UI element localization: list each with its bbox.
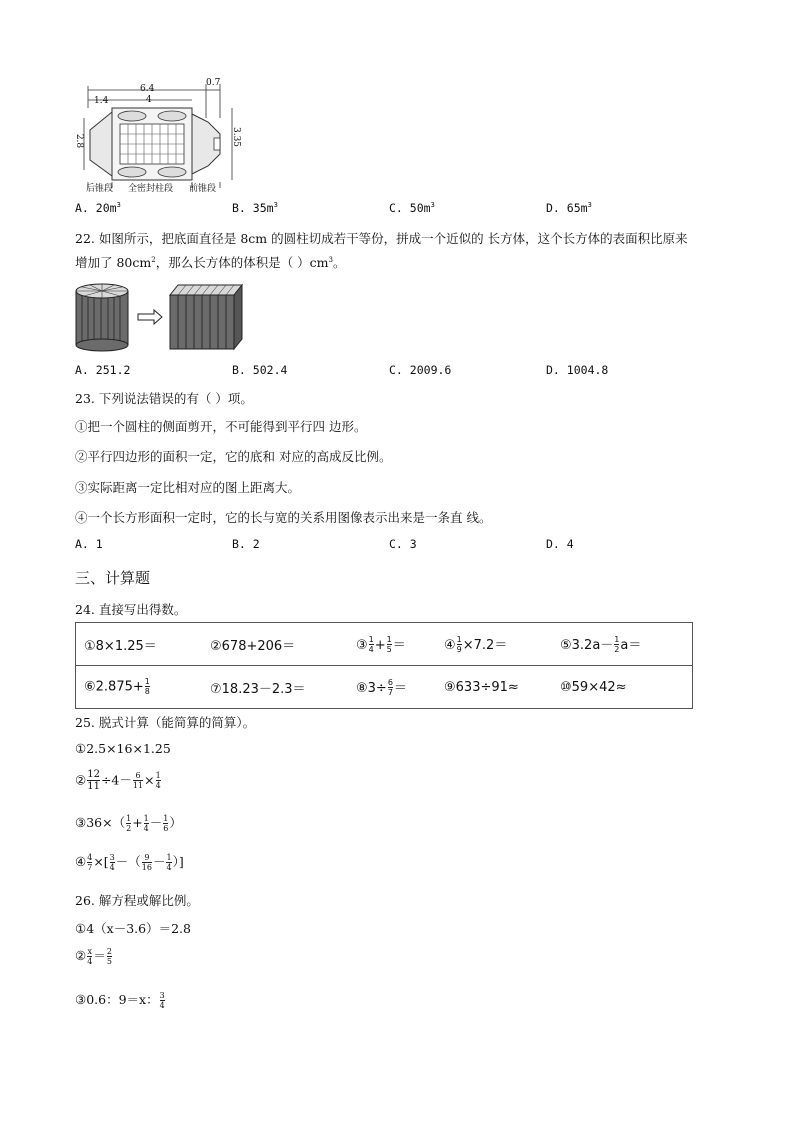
q23-option-c: C. 3 — [389, 537, 417, 551]
q24-cell-7: ⑦18.23－2.3＝ — [202, 666, 348, 709]
dim-left-height: 2.8 — [74, 133, 85, 149]
q23-statement-3: ③实际距离一定比相对应的图上距离大。 — [75, 480, 301, 495]
q23-option-b: B. 2 — [232, 537, 260, 551]
q21-option-b: B. $35m^3$ — [232, 201, 278, 215]
q25-expr-4: ④ $\frac{4}{7}$ ×[ $\frac{3}{4}$ －（ $\frac{9}{16}$ － $\frac{1}{4}$ ）] — [75, 852, 184, 872]
q24-cell-1: ①8×1.25＝ — [76, 623, 203, 666]
q23-option-a: A. 1 — [75, 537, 103, 551]
q25-stem: 25. 脱式计算（能简算的简算）。 — [75, 715, 256, 730]
q24-cell-10: ⑩59×42≈ — [552, 666, 693, 709]
q24-cell-5: ⑤3.2a－ $\frac{1}{2}$ a＝ — [552, 623, 693, 666]
dim-right-height: 3.35 — [231, 126, 242, 148]
q24-cell-2: ②678+206＝ — [202, 623, 348, 666]
q24-cell-3: ③ $\frac{1}{4}$ + $\frac{1}{5}$ ＝ — [348, 623, 436, 666]
dim-top-right: 0.7 — [206, 78, 221, 88]
q22-line2: 增加了 $80cm^2$，那么长方体的体积是（ ）$cm^3$。 — [75, 255, 346, 270]
label-rear-cone: 后锥段 — [86, 184, 114, 194]
section-title-calculation: 三、计算题 — [75, 569, 151, 587]
label-front-cone: 前锥段 — [189, 184, 217, 194]
q26-eq-2: ② $\frac{x}{4}$ ＝ $\frac{2}{5}$ — [75, 946, 112, 966]
q21-option-d: D. $65m^3$ — [546, 201, 592, 215]
q24-table — [75, 622, 693, 709]
q23-statement-2: ②平行四边形的面积一定，它的底和 对应的高成反比例。 — [75, 449, 392, 464]
q26-eq-3: ③0.6：9＝x： $\frac{3}{4}$ — [75, 990, 165, 1010]
q24-cell-4: ④ $\frac{1}{9}$ ×7.2＝ — [436, 623, 552, 666]
q22-option-c: C. 2009.6 — [389, 363, 452, 377]
cylinder-to-cuboid-diagram — [74, 281, 246, 353]
q23-stem: 23. 下列说法错误的有（ ）项。 — [75, 391, 253, 406]
q25-expr-3: ③36×（ $\frac{1}{2}$ + $\frac{1}{4}$ － $\frac{1}{6}$ ） — [75, 813, 182, 833]
q22-option-a: A. 251.2 — [75, 363, 131, 377]
q26-stem: 26. 解方程或解比例。 — [75, 893, 199, 908]
table-row — [76, 623, 693, 666]
q21-option-a: A. $20m^3$ — [75, 201, 121, 215]
q23-statement-1: ①把一个圆柱的侧面剪开，不可能得到平行四 边形。 — [75, 419, 367, 434]
q23-option-d: D. 4 — [546, 537, 574, 551]
label-middle-cylinder: 全密封柱段 — [128, 184, 174, 194]
dim-top-outer: 6.4 — [140, 84, 155, 94]
q22-option-b: B. 502.4 — [232, 363, 288, 377]
q23-statement-4: ④一个长方形面积一定时，它的长与宽的关系用图像表示出来是一条直 线。 — [75, 510, 492, 525]
q24-cell-9: ⑨633÷91≈ — [436, 666, 552, 709]
q22-line1: 22. 如图所示，把底面直径是 8cm 的圆柱切成若干等份，拼成一个近似的 长方体，这个长方体的表面积比原来 — [75, 231, 688, 246]
q21-option-c: C. $50m^3$ — [389, 201, 435, 215]
q24-cell-6: ⑥2.875+ $\frac{1}{8}$ — [76, 666, 203, 709]
q25-expr-1: ①2.5×16×1.25 — [75, 741, 171, 756]
dim-top-inner: 4 — [146, 95, 152, 105]
table-row — [76, 666, 693, 709]
q22-option-d: D. 1004.8 — [546, 363, 609, 377]
dim-left: 1.4 — [94, 96, 109, 106]
q26-eq-1: ①4（x－3.6）＝2.8 — [75, 921, 191, 936]
q24-cell-8: ⑧3÷ $\frac{6}{7}$ ＝ — [348, 666, 436, 709]
q24-stem: 24. 直接写出得数。 — [75, 602, 187, 617]
q25-expr-2: ② $\frac{12}{11}$ ÷4－ $\frac{6}{11}$ × $\frac{1}{4}$ — [75, 769, 161, 792]
